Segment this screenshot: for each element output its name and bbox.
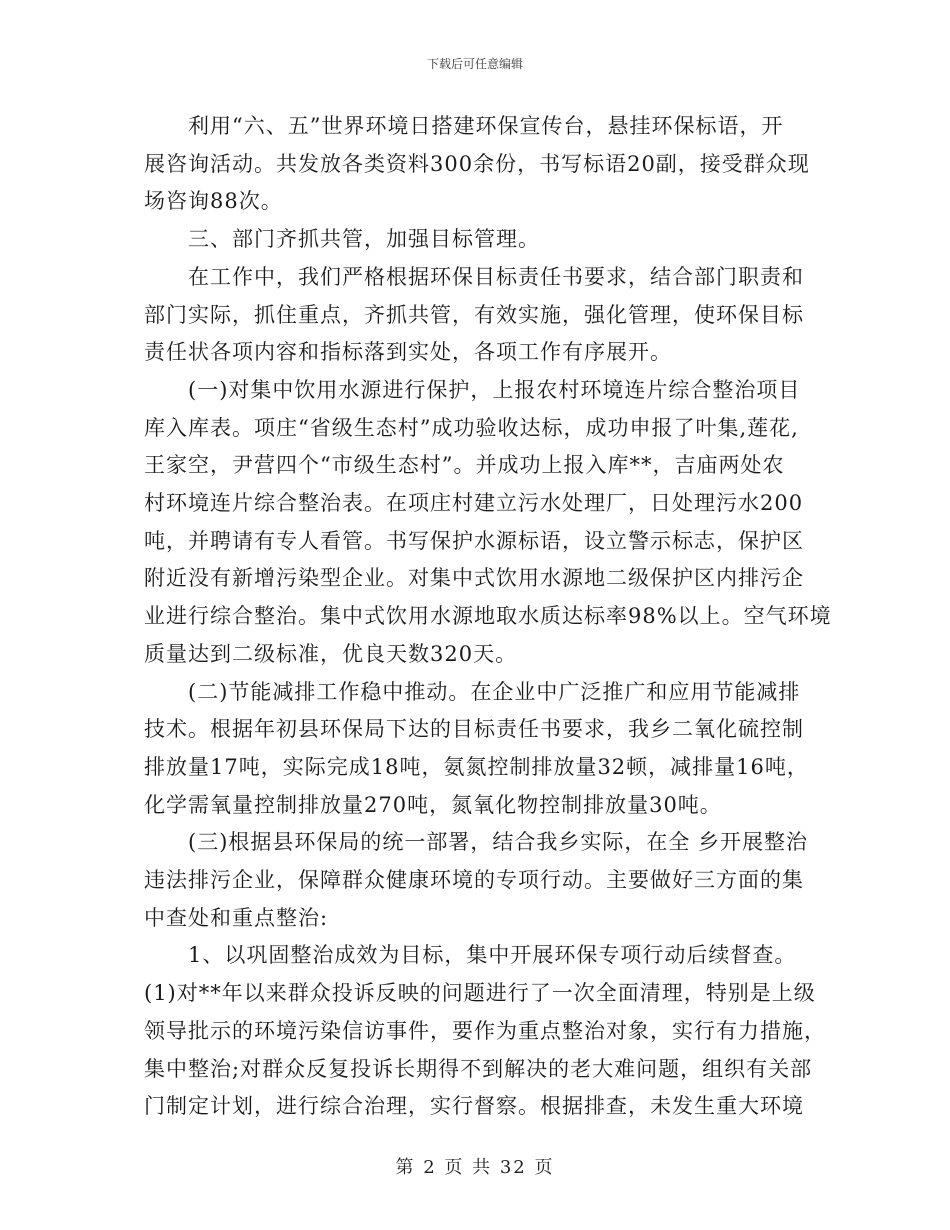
text-line: 展咨询活动。共发放各类资料300余份，书写标语20副，接受群众现: [144, 151, 810, 176]
section-heading: 三、部门齐抓共管，加强目标管理。: [188, 227, 540, 252]
text-line: 在工作中，我们严格根据环保目标责任书要求，结合部门职责和: [188, 264, 804, 289]
text-line: (一)对集中饮用水源进行保护，上报农村环境连片综合整治项目: [188, 377, 801, 402]
text-line: 质量达到二级标准，优良天数320天。: [144, 641, 518, 666]
text-line: 场咨询88次。: [144, 189, 283, 214]
text-line: (二)节能减排工作稳中推动。在企业中广泛推广和应用节能减排: [188, 679, 801, 704]
text-line: 1、以巩固整治成效为目标，集中开展环保专项行动后续督查。: [188, 943, 797, 968]
text-line: 部门实际，抓住重点，齐抓共管，有效实施，强化管理，使环保目标: [144, 302, 804, 327]
text-line: 村环境连片综合整治表。在项庄村建立污水处理厂，日处理污水200: [144, 491, 804, 516]
text-line: 领导批示的环境污染信访事件，要作为重点整治对象，实行有力措施，: [144, 1018, 826, 1043]
text-line: 业进行综合整治。集中式饮用水源地取水质达标率98%以上。空气环境: [144, 604, 832, 629]
text-line: 吨，并聘请有专人看管。书写保护水源标语，设立警示标志，保护区: [144, 528, 804, 553]
text-line: 王家空，尹营四个“市级生态村”。并成功上报入库**，吉庙两处农: [144, 453, 785, 478]
text-line: 利用“六、五”世界环境日搭建环保宣传台，悬挂环保标语，开: [188, 114, 784, 138]
page-number-footer: 第 2 页 共 32 页: [395, 1157, 555, 1178]
text-line: (1)对**年以来群众投诉反映的问题进行了一次全面清理，特别是上级: [144, 981, 816, 1006]
text-line: 集中整治;对群众反复投诉长期得不到解决的老大难问题，组织有关部: [144, 1056, 813, 1081]
text-line: 库入库表。项庄“省级生态村”成功验收达标，成功申报了叶集,莲花,: [144, 415, 799, 440]
text-line: 技术。根据年初县环保局下达的目标责任书要求，我乡二氧化硫控制: [144, 717, 804, 742]
document-body: [144, 108, 832, 1126]
text-line: 责任状各项内容和指标落到实处，各项工作有序展开。: [144, 340, 672, 365]
text-line: 违法排污企业，保障群众健康环境的专项行动。主要做好三方面的集: [144, 868, 804, 893]
text-line: 排放量17吨，实际完成18吨，氨氮控制排放量32顿，减排量16吨，: [144, 754, 809, 779]
page-header-note: 下载后可任意编辑: [426, 57, 523, 71]
text-line: 附近没有新增污染型企业。对集中式饮用水源地二级保护区内排污企: [144, 566, 804, 591]
text-line: (三)根据县环保局的统一部署，结合我乡实际，在全 乡开展整治: [188, 830, 809, 855]
text-line: 门制定计划，进行综合治理，实行督察。根据排查，未发生重大环境: [144, 1094, 804, 1119]
text-line: 中查处和重点整治:: [144, 905, 329, 930]
text-line: 化学需氧量控制排放量270吨，氮氧化物控制排放量30吨。: [144, 792, 722, 817]
